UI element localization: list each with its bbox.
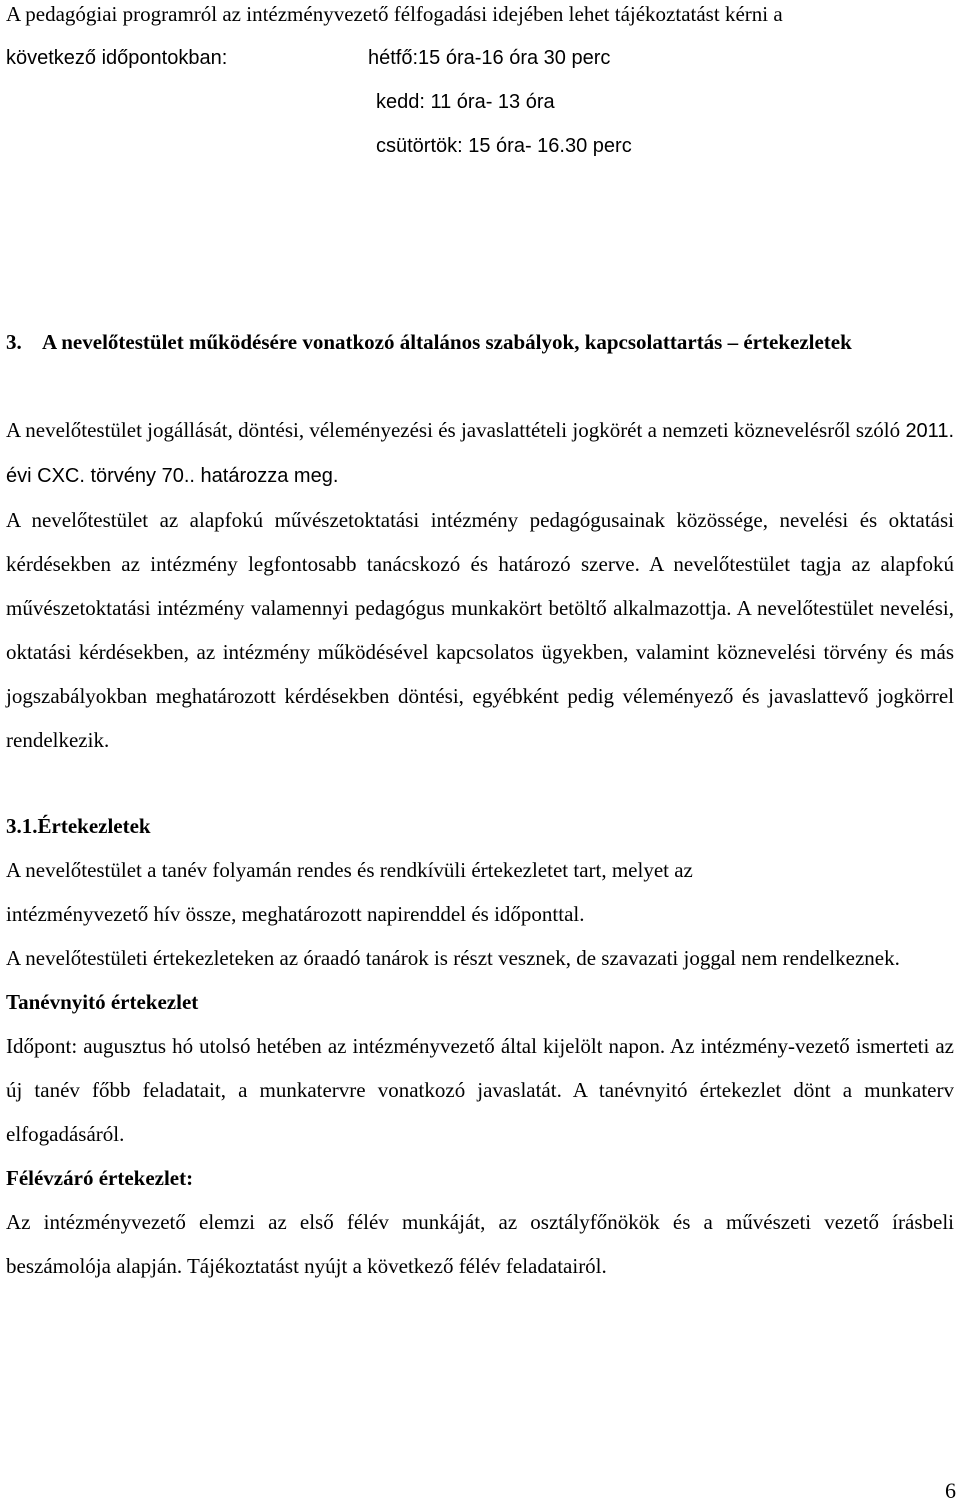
intro-label: következő időpontokban: [6, 47, 228, 69]
section-3-1-line-2: intézményvezető hív össze, meghatározott napirenddel és időponttal. [6, 902, 585, 926]
midterm-meeting-text: Az intézményvezető elemzi az első félév munkáját, az osztályfőnökök és a művészeti vezető írásbeli beszámolója alapján. Tájékoztatást nyújt a következő félév feladatairól. [6, 1210, 954, 1278]
time-thursday: csütörtök: 15 óra- 16.30 perc [376, 135, 632, 157]
paragraph-legal-status [6, 408, 954, 498]
section-3-heading [6, 320, 954, 364]
time-monday: hétfő:15 óra-16 óra 30 perc [368, 47, 611, 69]
section-3-1-paragraph: A nevelőtestületi értekezleteken az óraadó tanárok is részt vesznek, de szavazati joggal nem rendelkeznek. [6, 946, 900, 970]
midterm-meeting-heading: Félévzáró értekezlet: [6, 1166, 194, 1190]
intro-label-line [6, 36, 954, 80]
section-3-title: A nevelőtestület működésére vonatkozó általános szabályok, kapcsolattartás – értekezletek [42, 330, 852, 354]
page-number: 6 [945, 1478, 956, 1503]
section-3-1-line-1: A nevelőtestület a tanév folyamán rendes és rendkívüli értekezletet tart, melyet az [6, 858, 693, 882]
page-content [6, 0, 954, 1288]
intro-line: A pedagógiai programról az intézményvezető félfogadási idejében lehet tájékoztatást kérni a [6, 2, 783, 26]
section-3-1-heading: 3.1.Értekezletek [6, 814, 151, 838]
paragraph-legal-status-law: 2011. évi CXC. törvény 70.. határozza meg. [6, 420, 955, 487]
paragraph-legal-status-text: A nevelőtestület jogállását, döntési, véleményezési és javaslattételi jogkörét a nemzeti köznevelésről szóló [6, 418, 901, 442]
paragraph-body-description: A nevelőtestület az alapfokú művészetoktatási intézmény pedagógusainak közössége, nevelési és oktatási kérdésekben az intézmény legfontosabb tanácskozó és határozó szerve. A nevelőtestület tagja az alapfokú művészetoktatási intézmény valamennyi pedagógus munkakört betöltő alkalmazottja. A nevelőtestület nevelési, oktatási kérdésekben, az intézmény működésével kapcsolatos ügyekben, valamint köznevelési törvény és más jogszabályokban meghatározott kérdésekben döntési, egyébként pedig véleményező és javaslattevő jogkörrel rendelkezik. [6, 508, 954, 752]
section-3-number: 3. [6, 330, 22, 354]
time-tuesday: kedd: 11 óra- 13 óra [376, 91, 555, 113]
opening-meeting-text: Időpont: augusztus hó utolsó hetében az intézményvezető által kijelölt napon. Az intézmény-vezető ismerteti az új tanév főbb feladatait, a munkatervre vonatkozó javaslatát. A tanévnyitó értekezlet dönt a munkaterv elfogadásáról. [6, 1034, 954, 1146]
opening-meeting-heading: Tanévnyitó értekezlet [6, 990, 199, 1014]
